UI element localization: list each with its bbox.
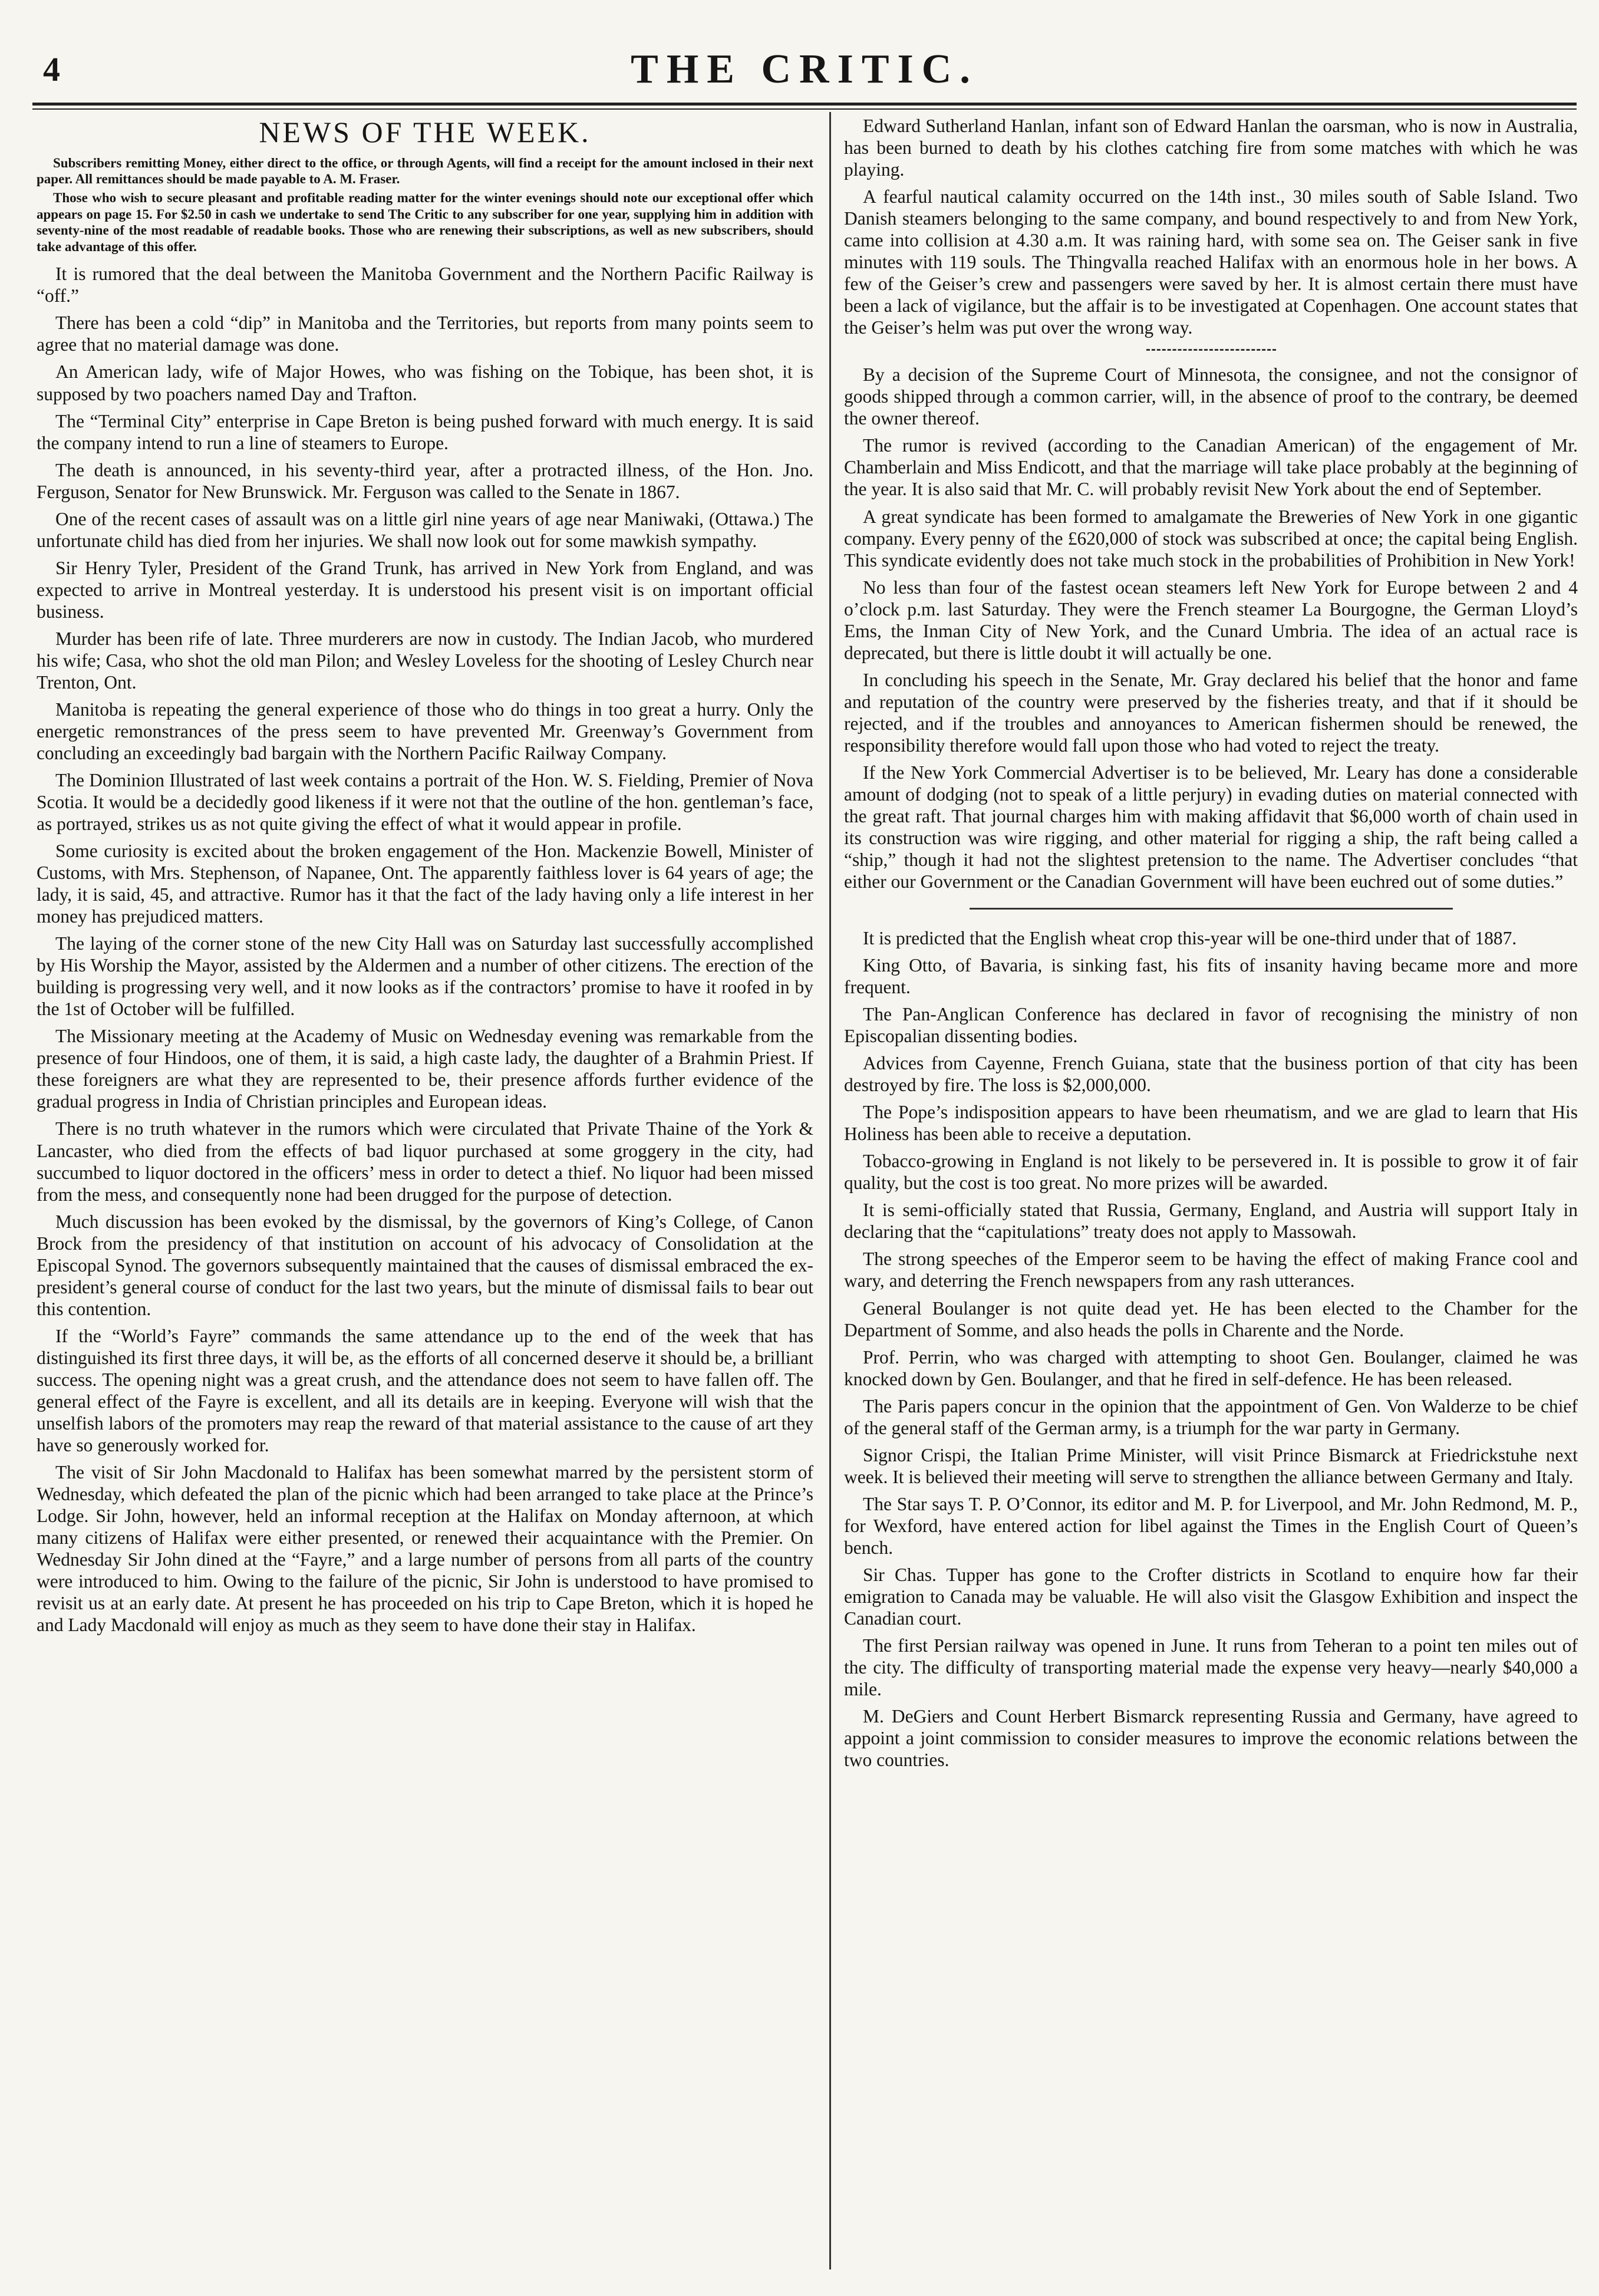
news-item: The Pan-Anglican Conference has declared in favor of recognising the ministry of non Episcopalian dissenting bodies.: [844, 1004, 1578, 1047]
news-item: By a decision of the Supreme Court of Minnesota, the consignee, and not the consignor of goods shipped through a common carrier, will, in the absence of proof to the contrary, be deemed the owner thereof.: [844, 364, 1578, 429]
news-item: Much discussion has been evoked by the dismissal, by the governors of King’s College, of Canon Brock from the presidency of that institution on account of his advocacy of Consolidation at the Episcopal Synod. The governors subsequently maintained that the causes of dismissal embraced the ex-president’s general course of conduct for the last two years, but the minute of dismissal fails to bear out this contention.: [37, 1211, 813, 1319]
news-item: The Dominion Illustrated of last week contains a portrait of the Hon. W. S. Fielding, Premier of Nova Scotia. It would be a decidedly good likeness if it were not that the outline of the hon. gentleman’s face, as portrayed, strikes us as not quite giving the effect of what it would appear in profile.: [37, 770, 813, 835]
left-column-articles: [37, 263, 813, 1636]
news-item: If the New York Commercial Advertiser is to be believed, Mr. Leary has done a considerable amount of dodging (not to speak of a little perjury) in evading duties on material connected with the great raft. That journal charges him with making affidavit that $6,000 worth of chain used in its construction was wire rigging, and other material for rigging a ship, the raft being called a “ship,” though it had not the slightest pretension to the name. The Advertiser concludes “that either our Government or the Canadian Government will have been euchred out of some duties.”: [844, 762, 1578, 892]
right-column: [844, 115, 1578, 1776]
solid-separator: [970, 908, 1453, 910]
right-column-middle-articles: [844, 364, 1578, 892]
news-item: It is rumored that the deal between the Manitoba Government and the Northern Pacific Railway is “off.”: [37, 263, 813, 307]
news-item: Advices from Cayenne, French Guiana, state that the business portion of that city has been destroyed by fire. The loss is $2,000,000.: [844, 1053, 1578, 1096]
news-item: It is semi-officially stated that Russia, Germany, England, and Austria will support Italy in declaring that the “capitulations” treaty does not apply to Massowah.: [844, 1200, 1578, 1243]
news-item: Sir Henry Tyler, President of the Grand Trunk, has arrived in New York from England, and was expected to arrive in Montreal yesterday. It is understood his present visit is on important official business.: [37, 557, 813, 622]
news-item: Sir Chas. Tupper has gone to the Crofter districts in Scotland to enquire how far their emigration to Canada may be valuable. He will also visit the Glasgow Exhibition and inspect the Canadian court.: [844, 1564, 1578, 1629]
news-item: The rumor is revived (according to the Canadian American) of the engagement of Mr. Chamberlain and Miss Endicott, and that the marriage will take place probably at the beginning of the year. It is also said that Mr. C. will probably revisit New York about the end of September.: [844, 435, 1578, 500]
news-item: Murder has been rife of late. Three murderers are now in custody. The Indian Jacob, who murdered his wife; Casa, who shot the old man Pilon; and Wesley Loveless for the shooting of Lesley Church near Trenton, Ont.: [37, 628, 813, 693]
page-number: 4: [43, 50, 60, 88]
news-item: No less than four of the fastest ocean steamers left New York for Europe between 2 and 4 o’clock p.m. last Saturday. They were the French steamer La Bourgogne, the German Lloyd’s Ems, the Inman City of New York, and the Cunard Umbria. The idea of an actual race is deprecated, but there is little doubt it will actually be one.: [844, 577, 1578, 663]
news-item: Edward Sutherland Hanlan, infant son of Edward Hanlan the oarsman, who is now in Australia, has been burned to death by his clothes catching fire from some matches with which he was playing.: [844, 116, 1578, 180]
news-item: King Otto, of Bavaria, is sinking fast, his fits of insanity having became more and more frequent.: [844, 955, 1578, 998]
left-column: [37, 115, 813, 1641]
notice-paragraph: Those who wish to secure pleasant and profitable reading matter for the winter evenings should note our exceptional offer which appears on page 15. For $2.50 in cash we undertake to send The Critic to any subscriber for one year, supplying him in addition with seventy-nine of the most readable of readable books. Those who are renewing their subscriptions, as well as new subscribers, should take advantage of this offer.: [37, 190, 813, 254]
news-item: In concluding his speech in the Senate, Mr. Gray declared his belief that the honor and fame and reputation of the country were preserved by the fisheries treaty, and that if it should be rejected, and if the troubles and annoyances to American fishermen should be renewed, the responsibility therefore would fall upon those who had voted to reject the treaty.: [844, 669, 1578, 756]
right-column-top-articles: [844, 115, 1578, 338]
news-item: Manitoba is repeating the general experience of those who do things in too great a hurry. Only the energetic remonstrances of the press seem to have prevented Mr. Greenway’s Government from concluding an exceedingly bad bargain with the Northern Pacific Railway Company.: [37, 699, 813, 763]
news-item: The Paris papers concur in the opinion that the appointment of Gen. Von Walderze to be chief of the general staff of the German army, is a triumph for the war party in Germany.: [844, 1395, 1578, 1438]
news-item: A fearful nautical calamity occurred on the 14th inst., 30 miles south of Sable Island. Two Danish steamers belonging to the same company, and bound respectively to and from New York, came into collision at 4.30 a.m. It was raining hard, with some sea on. The Geiser sank in five minutes with 119 souls. The Thingvalla reached Halifax with an enormous hole in her bows. A few of the Geiser’s crew and passengers were saved by her. It is almost certain there must have been a lack of vigilance, but the affair is to be investigated at Copenhagen. One account states that the Geiser’s helm was put over the wrong way.: [844, 186, 1578, 338]
notice-paragraph: Subscribers remitting Money, either direct to the office, or through Agents, will find a receipt for the amount inclosed in their next paper. All remittances should be made payable to A. M. Fraser.: [37, 155, 813, 187]
news-item: The visit of Sir John Macdonald to Halifax has been somewhat marred by the persistent storm of Wednesday, which defeated the plan of the picnic which had been arranged to take place at the Prince’s Lodge. Sir John, however, held an informal reception at the Halifax on Monday afternoon, at which many citizens of Halifax were either presented, or renewed their acquaintance with the Premier. On Wednesday Sir John dined at the “Fayre,” and a large number of persons from all parts of the country were introduced to him. Owing to the failure of the picnic, Sir John is understood to have promised to revisit us at an early date. At present he has proceeded on his trip to Cape Breton, which it is hoped he and Lady Macdonald will enjoy as much as they seem to have done their stay in Halifax.: [37, 1461, 813, 1636]
news-item: Prof. Perrin, who was charged with attempting to shoot Gen. Boulanger, claimed he was knocked down by Gen. Boulanger, and that he fired in self-defence. He has been released.: [844, 1346, 1578, 1389]
news-item: If the “World’s Fayre” commands the same attendance up to the end of the week that has distinguished its first three days, it will be, as the efforts of all concerned deserve it should be, a brilliant success. The opening night was a great crush, and the attendance does not seem to have fallen off. The general effect of the Fayre is excellent, and all its details are in keeping. Everyone will wish that the unselfish labors of the promoters may reap the reward of that material assistance to the cause of art they have so generously worked for.: [37, 1325, 813, 1455]
news-item: The death is announced, in his seventy-third year, after a protracted illness, of the Hon. Jno. Ferguson, Senator for New Brunswick. Mr. Ferguson was called to the Senate in 1867.: [37, 459, 813, 502]
news-item: The Missionary meeting at the Academy of Music on Wednesday evening was remarkable from the presence of four Hindoos, one of them, it is said, a high caste lady, the daughter of a Brahmin Priest. If these foreigners are what they are represented to be, their presence affords further evidence of the gradual progress in India of Christian principles and European ideas.: [37, 1026, 813, 1112]
news-item: There has been a cold “dip” in Manitoba and the Territories, but reports from many points seem to agree that no material damage was done.: [37, 312, 813, 355]
news-item: One of the recent cases of assault was on a little girl nine years of age near Maniwaki, (Ottawa.) The unfortunate child has died from her injuries. We shall now look out for some mawkish sympathy.: [37, 508, 813, 551]
news-item: An American lady, wife of Major Howes, who was fishing on the Tobique, has been shot, it is supposed by two poachers named Day and Trafton.: [37, 361, 813, 404]
news-item: M. DeGiers and Count Herbert Bismarck representing Russia and Germany, have agreed to appoint a joint commission to consider measures to improve the economic relations between the two countries.: [844, 1706, 1578, 1771]
news-item: Signor Crispi, the Italian Prime Minister, will visit Prince Bismarck at Friedrickstuhe next week. It is believed their meeting will serve to strengthen the alliance between Germany and Italy.: [844, 1444, 1578, 1487]
news-item: A great syndicate has been formed to amalgamate the Breweries of New York in one gigantic company. Every penny of the £620,000 of stock was subscribed at once; the capital being English. This syndicate evidently does not take much stock in the probabilities of Prohibition in New York!: [844, 506, 1578, 571]
section-title: NEWS OF THE WEEK.: [259, 116, 591, 149]
header-rule: [32, 103, 1577, 106]
news-item: Tobacco-growing in England is not likely to be persevered in. It is possible to grow it of fair quality, but the cost is too great. No more prizes will be awarded.: [844, 1151, 1578, 1194]
news-item: The Star says T. P. O’Connor, its editor and M. P. for Liverpool, and Mr. John Redmond, M. P., for Wexford, have entered action for libel against the Times in the English Court of Queen’s bench.: [844, 1493, 1578, 1558]
news-item: It is predicted that the English wheat crop this-year will be one-third under that of 1887.: [863, 928, 1517, 949]
news-item: There is no truth whatever in the rumors which were circulated that Private Thaine of the York & Lancaster, who died from the effects of bad liquor purchased at some groggery in the city, had succumbed to liquor doctored in the officers’ mess in order to detect a thief. No liquor had been missed from the mess, and consequently none had been drugged for the purpose of detection.: [37, 1118, 813, 1205]
dashed-separator: [1146, 349, 1276, 351]
news-item: Some curiosity is excited about the broken engagement of the Hon. Mackenzie Bowell, Minister of Customs, with Mrs. Stephenson, of Napanee, Ont. The apparently faithless lover is 64 years of age; the lady, it is said, 45, and attractive. Rumor has it that the fact of the lady having only a life interest in her money has prejudiced matters.: [37, 841, 813, 927]
news-item: The “Terminal City” enterprise in Cape Breton is being pushed forward with much energy. It is said the company intend to run a line of steamers to Europe.: [37, 410, 813, 453]
header-rule-thin: [32, 108, 1577, 110]
news-item: The laying of the corner stone of the new City Hall was on Saturday last successfully accomplished by His Worship the Mayor, assisted by the Aldermen and a number of other citizens. The erection of the building is progressing very well, and it now looks as if the contractors’ promise to have it roofed in by the 1st of October will be fulfilled.: [37, 933, 813, 1020]
news-item: The strong speeches of the Emperor seem to be having the effect of making France cool and wary, and deterring the French newspapers from any rash utterances.: [844, 1249, 1578, 1292]
news-item: General Boulanger is not quite dead yet. He has been elected to the Chamber for the Department of Somme, and also heads the polls in Charente and the Norde.: [844, 1297, 1578, 1340]
subscriber-notice: [37, 155, 813, 255]
page-header: [32, 35, 1577, 100]
column-divider: [829, 112, 831, 2269]
right-column-bottom-articles: [844, 927, 1578, 1771]
news-item: The first Persian railway was opened in June. It runs from Teheran to a point ten miles out of the city. The difficulty of transporting material made the expense very heavy—nearly $40,000 a mile.: [844, 1635, 1578, 1699]
news-item: The Pope’s indisposition appears to have been rheumatism, and we are glad to learn that His Holiness has been able to receive a deputation.: [844, 1102, 1578, 1145]
masthead-title: THE CRITIC.: [631, 47, 978, 92]
